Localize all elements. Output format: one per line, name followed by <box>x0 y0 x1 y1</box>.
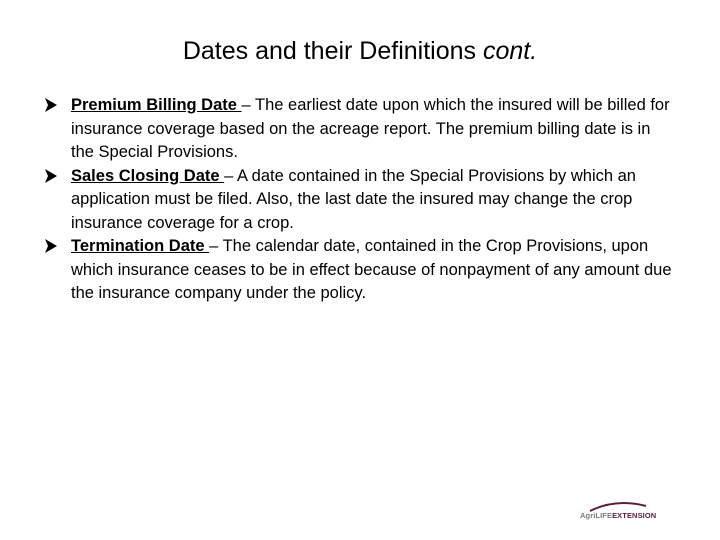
term-definition: – The calendar date, contained in the Crop Provisions, upon which insurance ceases to be in effect because of nonpayment of any amount due the insurance company under the policy. <box>71 237 672 302</box>
term-label: Premium Billing Date <box>71 96 242 114</box>
slide-title <box>0 34 720 68</box>
term-label: Sales Closing Date <box>71 166 225 185</box>
logo-text <box>580 511 656 520</box>
term-definition: – A date contained in the Special Provisions by which an application must be filed. Also, the last date the insured may change the crop insurance coverage for a crop. <box>71 166 636 232</box>
term-definition: – The earliest date upon which the insured will be billed for insurance coverage based on the acreage report. The premium billing date is in the Special Provisions. <box>71 96 670 161</box>
term-label: Termination Date <box>71 237 210 255</box>
title-main: Dates and their Definitions <box>182 37 477 65</box>
arrow-bullet-icon <box>44 165 62 189</box>
logo-part-b: EXTENSION <box>612 511 657 520</box>
title-accent: cont. <box>482 37 538 65</box>
list-item <box>44 94 674 165</box>
agrilife-extension-logo <box>574 500 674 528</box>
list-item <box>44 165 674 236</box>
arrow-bullet-icon <box>44 94 62 118</box>
list-item <box>44 235 674 306</box>
definition-list <box>44 94 674 306</box>
logo-part-a: AgriLIFE <box>580 511 613 520</box>
arrow-bullet-icon <box>44 235 62 259</box>
